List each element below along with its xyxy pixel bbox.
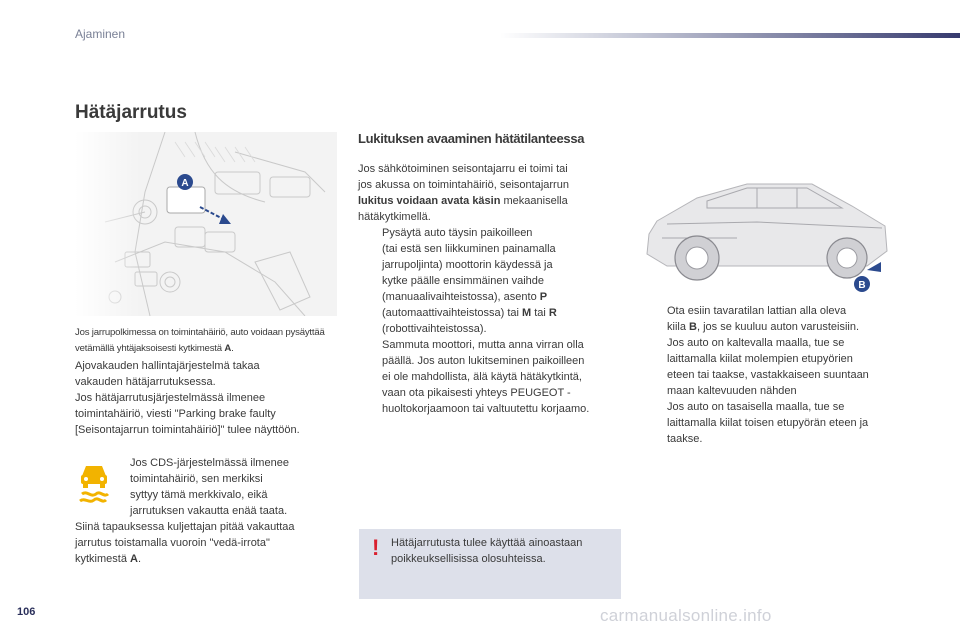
- list-item: Pysäytä auto täysin paikoilleen (tai estä sen liikkuminen painamalla jarrupoljinta) moottorin käydessä ja kytke päälle ensimmäinen vaihde (manuaalivaihteistossa), asento P (automaattivaihteistossa) tai M tai R (robottivaihteistossa).: [382, 227, 557, 335]
- header-bar: [500, 33, 960, 38]
- page-number: 106: [17, 606, 36, 618]
- warning-icon: !: [372, 535, 380, 560]
- page-title: Hätäjarrutus: [75, 102, 187, 123]
- cds-warning-icon: [78, 462, 110, 504]
- list-item: Sammuta moottori, mutta anna virran olla päällä. Jos auton lukitseminen paikoilleen ei ole mahdollista, älä käytä hätäkytkintä, vaan ota pikaisesti yhteys PEUGEOT - huoltokorjaamoon tai valtuutettu korjaamo.: [382, 339, 590, 415]
- warning-box: [359, 529, 621, 599]
- wedge-instructions: [643, 303, 903, 447]
- driver-paragraph: Siinä tapauksessa kuljettajan pitää vakauttaa jarrutus toistamalla vuoroin "vedä-irrota" kytkimestä A.: [75, 521, 295, 565]
- car-photo: [637, 166, 895, 296]
- list-item: Jos auto on kaltevalla maalla, tue se laittamalla kiilat molempien etupyörien eteen tai taakse, vastakkaiseen suuntaan maan kaltevuuden nähden Jos auto on tasaisella maalla, tue se laittamalla kiilat toisen etupyörän eteen ja taakse.: [667, 337, 869, 445]
- cds-paragraph: Jos CDS-järjestelmässä ilmenee toimintahäiriö, sen merkiksi syttyy tämä merkkivalo, eikä jarrutuksen vakautta enää taata.: [130, 457, 289, 517]
- list-item: Ota esiin tavaratilan lattian alla oleva kiila B, jos se kuuluu auton varusteisiin.: [667, 305, 860, 333]
- section-label: Ajaminen: [75, 27, 126, 41]
- stability-paragraph: Ajovakauden hallintajärjestelmä takaa vakauden hätäjarrutuksessa. Jos hätäjarrutusjärjestelmässä ilmenee toimintahäiriö, viesti "Parking brake faulty [Seisontajarrun toimintahäiriö]" tulee näyttöön.: [75, 360, 300, 436]
- release-instructions: Jos sähkötoiminen seisontajarru ei toimi tai jos akussa on toimintahäiriö, seisontajarrun lukitus voidaan avata käsin mekaanisella hätäkytkimellä. Pysäytä auto täysin paikoilleen (tai estä sen liikkuminen painamalla jarrupoljinta) moottorin käydessä ja kytke päälle ensimmäinen vaihde (manuaalivaihteistossa), asento P (automaattivaihteistossa) tai M tai R (robottivaihteistossa). Sammuta moottori, mutta anna virran olla päällä. Jos auton lukitseminen paikoilleen ei ole mahdollista, älä käytä hätäkytkintä, vaan ota pikaisesti yhteys PEUGEOT - huoltokorjaamoon tai valtuutettu korjaamo.: [358, 161, 620, 417]
- watermark: carmanualsonline.info: [600, 606, 772, 625]
- photo-caption: Jos jarrupolkimessa on toimintahäiriö, auto voidaan pysäyttää vetämällä yhtäjaksoisesti kytkimestä A.: [75, 327, 325, 354]
- subsection-title: Lukituksen avaaminen hätätilanteessa: [358, 131, 585, 146]
- warning-text: Hätäjarrutusta tulee käyttää ainoastaan poikkeuksellisissa olosuhteissa.: [391, 537, 583, 565]
- console-photo: [75, 132, 337, 316]
- callout-b: B: [858, 280, 866, 291]
